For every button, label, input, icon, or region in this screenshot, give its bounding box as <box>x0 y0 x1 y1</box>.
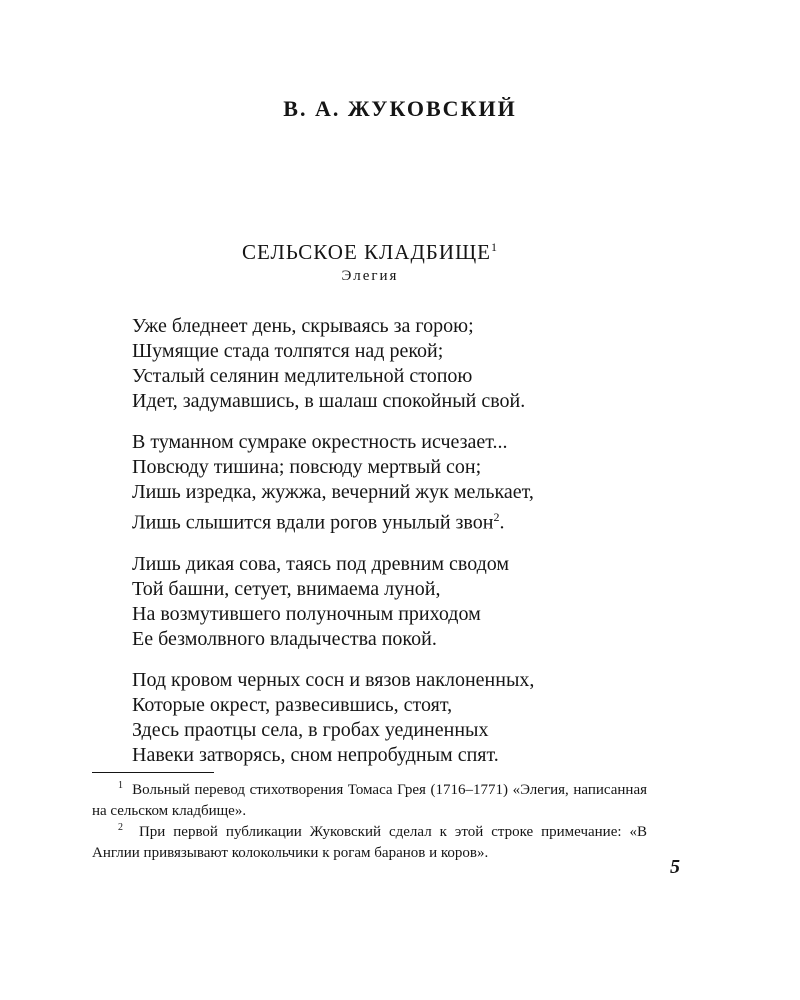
footnote-1 <box>92 780 647 822</box>
footnote-divider <box>92 772 214 773</box>
stanza-2 <box>132 430 672 536</box>
poem-line: Уже бледнеет день, скрываясь за горою; <box>132 315 474 337</box>
poem-title <box>0 240 740 265</box>
footnote-2 <box>92 822 647 864</box>
footnote-text: Вольный перевод стихотворения Томаса Грея (1716–1771) «Элегия, написанная на сельском кладбище». <box>92 782 647 819</box>
footnote-number: 2 <box>118 822 123 833</box>
poem-body <box>132 314 672 784</box>
poem-line: Лишь слышится вдали рогов унылый звон$^2$. <box>132 510 505 534</box>
stanza-1 <box>132 314 672 414</box>
poem-subtitle: Элегия <box>341 268 399 284</box>
stanza-4 <box>132 668 672 768</box>
poem-line: Которые окрест, развесившись, стоят, <box>132 693 453 716</box>
poem-title-text: СЕЛЬСКОЕ КЛАДБИЩЕ <box>241 240 492 264</box>
poem-line-text: Лишь слышится вдали рогов унылый звон <box>132 511 494 534</box>
poem-line: Усталый селянин медлительной стопою <box>132 365 473 387</box>
poem-line: Повсюду тишина; повсюду мертвый сон; <box>132 456 482 478</box>
poem-line: Той башни, сетует, внимаема луной, <box>132 577 441 600</box>
poem-line: Ее безмолвного владычества покой. <box>132 627 437 650</box>
poem-line: Лишь дикая сова, таясь под древним сводом <box>132 552 510 575</box>
footnote-ref-1: 1 <box>491 240 499 254</box>
footnote-number: 1 <box>118 780 123 791</box>
author-heading: В. А. ЖУКОВСКИЙ <box>283 96 517 121</box>
footnote-ref-2: 2 <box>493 510 500 524</box>
poem-line: Навеки затворясь, сном непробудным спят. <box>132 743 499 766</box>
page-number: 5 <box>670 856 680 878</box>
footnotes <box>92 780 647 864</box>
poem-line: На возмутившего полуночным приходом <box>132 602 481 625</box>
stanza-3 <box>132 552 672 652</box>
poem-line: Здесь праотцы села, в гробах уединенных <box>132 718 489 741</box>
poem-line: Шумящие стада толпятся над рекой; <box>132 340 444 362</box>
poem-line: В туманном сумраке окрестность исчезает... <box>132 431 508 453</box>
footnote-text: При первой публикации Жуковский сделал к этой строке примечание: «В Англии привязывают колокольчики к рогам баранов и коров». <box>92 824 648 861</box>
poem-line: Идет, задумавшись, в шалаш спокойный свой. <box>132 390 526 412</box>
poem-line: Лишь изредка, жужжа, вечерний жук мелькает, <box>132 481 534 503</box>
poem-line: Под кровом черных сосн и вязов наклоненных, <box>132 668 535 691</box>
